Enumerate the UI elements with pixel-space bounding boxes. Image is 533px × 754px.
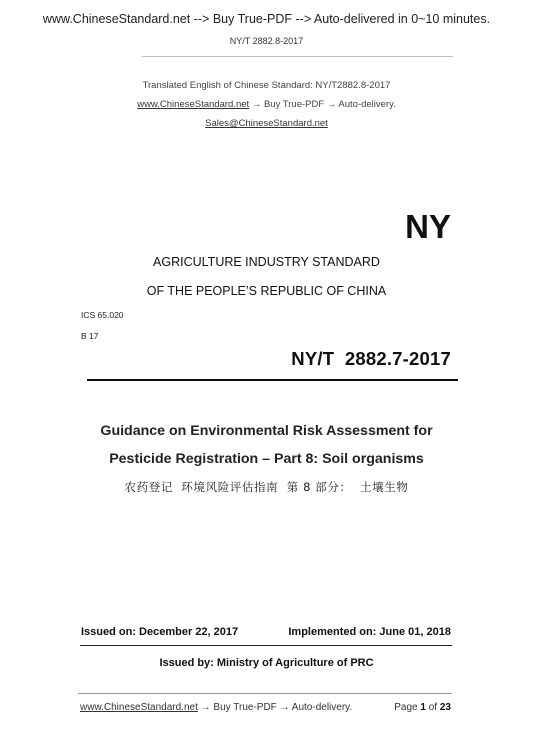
banner-site[interactable]: www.ChineseStandard.net (42, 12, 191, 26)
page-number: 1 (420, 702, 426, 713)
ics-code: ICS 65.020 (81, 310, 124, 320)
title-rule (87, 379, 458, 381)
standard-number: NY/T 2882.7-2017 (291, 348, 451, 369)
footer-site-link[interactable]: www.ChineseStandard.net (80, 702, 198, 713)
page-indicator (394, 702, 451, 713)
page-of-label: of (428, 702, 438, 713)
email-link[interactable]: Sales@ChineseStandard.net (205, 118, 328, 129)
banner-separator: --> (193, 12, 210, 26)
banner-buy[interactable]: Buy True-PDF (212, 12, 293, 26)
buy-text: Buy True-PDF (263, 99, 325, 110)
footer-rule (78, 693, 452, 694)
footer-links (80, 702, 352, 713)
issued-by: Issued by: Ministry of Agriculture of PRC (159, 657, 374, 669)
delivery-text: Auto-delivery. (338, 99, 396, 110)
issue-rule (80, 645, 452, 646)
email-line (0, 118, 533, 129)
right-arrow-icon: → (200, 702, 211, 713)
translation-line: Translated English of Chinese Standard: NY/T2882.8-2017 (142, 80, 391, 91)
agri-standard-line2: OF THE PEOPLE’S REPUBLIC OF CHINA (146, 284, 387, 298)
banner-separator: --> (295, 12, 312, 26)
header-standard-code: NY/T 2882.8-2017 (229, 36, 304, 46)
right-arrow-icon: → (251, 99, 262, 110)
ccs-code: B 17 (81, 331, 99, 341)
chinese-title: 农药登记 环境风险评估指南 第 8 部分： 土壤生物 (124, 480, 409, 494)
right-arrow-icon: → (279, 702, 290, 713)
top-banner (0, 12, 533, 26)
site-link[interactable]: www.ChineseStandard.net (137, 99, 250, 110)
title-line2: Pesticide Registration – Part 8: Soil organisms (109, 451, 424, 467)
banner-delivery: Auto-delivered in 0~10 minutes. (313, 12, 491, 26)
footer-delivery: Auto-delivery. (291, 702, 353, 713)
translation-links (0, 99, 533, 110)
page-total: 23 (439, 702, 451, 713)
header-divider (142, 56, 453, 57)
footer-buy: Buy True-PDF (213, 702, 277, 713)
standard-mark: NY (405, 208, 451, 245)
issued-on: Issued on: December 22, 2017 (81, 626, 239, 638)
page-label: Page (394, 702, 418, 713)
implemented-on: Implemented on: June 01, 2018 (288, 626, 451, 638)
agri-standard-line1: AGRICULTURE INDUSTRY STANDARD (153, 255, 380, 269)
right-arrow-icon: → (326, 99, 337, 110)
title-line1: Guidance on Environmental Risk Assessment for (100, 423, 433, 439)
